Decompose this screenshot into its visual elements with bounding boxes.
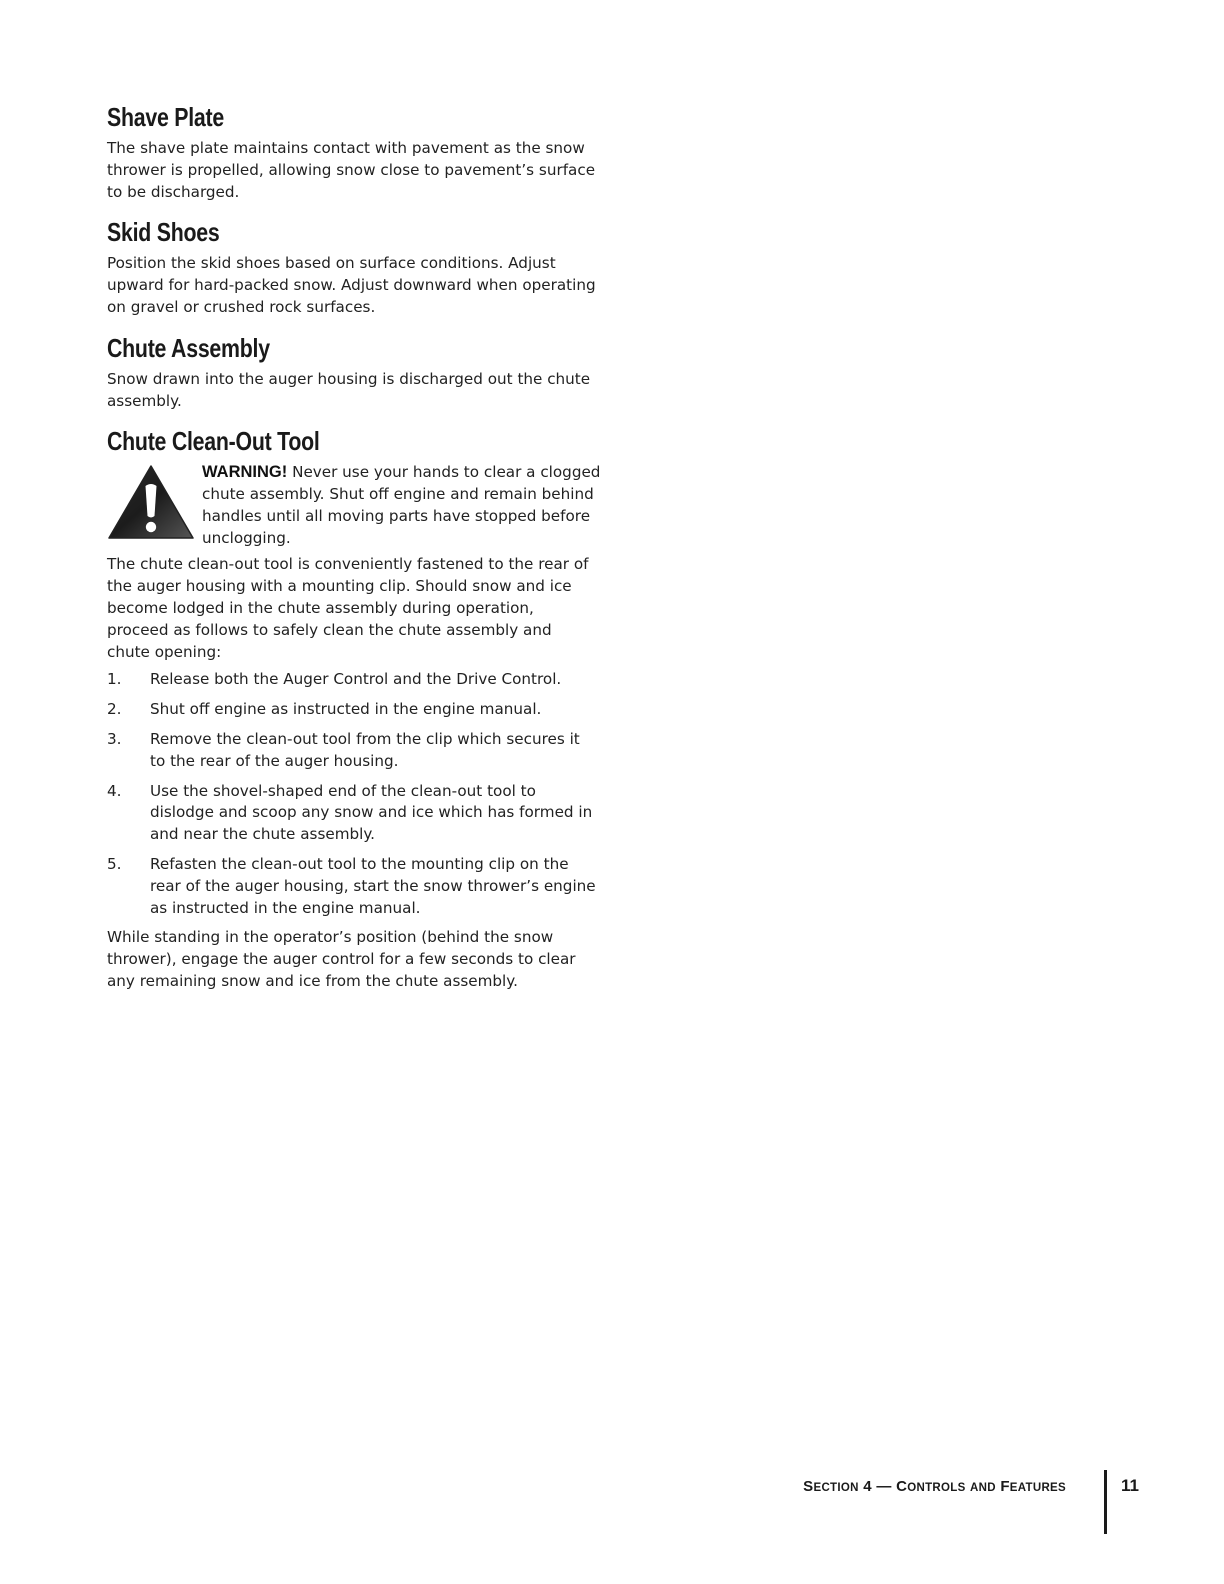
step-text: Release both the Auger Control and the Drive Control. <box>150 670 562 689</box>
section-skid-shoes <box>107 215 599 318</box>
warning-block <box>107 462 599 552</box>
clean-out-steps <box>107 669 599 919</box>
list-item <box>107 781 599 846</box>
step-text: Remove the clean-out tool from the clip which secures it to the rear of the auger housing. <box>150 729 580 770</box>
step-number: 4. <box>107 781 122 800</box>
body-chute-assembly: Snow drawn into the auger housing is discharged out the chute assembly. <box>107 369 591 410</box>
clean-out-closing: While standing in the operator’s position (behind the snow thrower), engage the auger control for a few seconds to clear any remaining snow and ice from the chute assembly. <box>107 928 576 990</box>
list-item <box>107 729 599 773</box>
section-shave-plate <box>107 100 599 203</box>
heading-chute-clean-out-tool: Chute Clean-Out Tool <box>107 426 320 457</box>
page-number: 11 <box>1121 1476 1139 1495</box>
step-text: Refasten the clean-out tool to the mounting clip on the rear of the auger housing, start the snow thrower’s engine as instructed in the engine manual. <box>150 854 596 917</box>
list-item <box>107 699 599 721</box>
warning-triangle-icon <box>107 464 195 540</box>
warning-text <box>202 462 602 549</box>
heading-chute-assembly: Chute Assembly <box>107 332 270 363</box>
footer-divider <box>1104 1470 1107 1534</box>
heading-skid-shoes: Skid Shoes <box>107 217 220 248</box>
body-skid-shoes: Position the skid shoes based on surface conditions. Adjust upward for hard-packed snow. Adjust downward when operating on gravel or crushed rock surfaces. <box>107 254 596 316</box>
step-text: Use the shovel-shaped end of the clean-out tool to dislodge and scoop any snow and ice which has formed in and near the chute assembly. <box>150 781 593 844</box>
step-text: Shut off engine as instructed in the engine manual. <box>150 700 542 719</box>
heading-shave-plate: Shave Plate <box>107 102 224 132</box>
step-number: 2. <box>107 700 122 719</box>
warning-label: WARNING! <box>202 463 288 482</box>
step-number: 5. <box>107 854 122 873</box>
step-number: 3. <box>107 729 122 748</box>
list-item <box>107 669 599 691</box>
list-item <box>107 854 599 919</box>
body-shave-plate: The shave plate maintains contact with pavement as the snow thrower is propelled, allowing snow close to pavement’s surface to be discharged. <box>107 139 596 201</box>
clean-out-intro: The chute clean-out tool is conveniently fastened to the rear of the auger housing with a mounting clip. Should snow and ice become lodged in the chute assembly during operation, proceed as follows to safely clean the chute assembly and chute opening: <box>107 555 589 661</box>
main-column <box>107 100 599 993</box>
section-chute-assembly <box>107 331 599 413</box>
footer-section-label: SECTION 4 — CONTROLS AND FEATURES <box>803 1478 1066 1495</box>
section-chute-clean-out-tool <box>107 424 599 992</box>
step-number: 1. <box>107 670 122 689</box>
warning-message: Never use your hands to clear a clogged chute assembly. Shut off engine and remain behind handles until all moving parts have stopped before unclogging. <box>202 463 601 547</box>
